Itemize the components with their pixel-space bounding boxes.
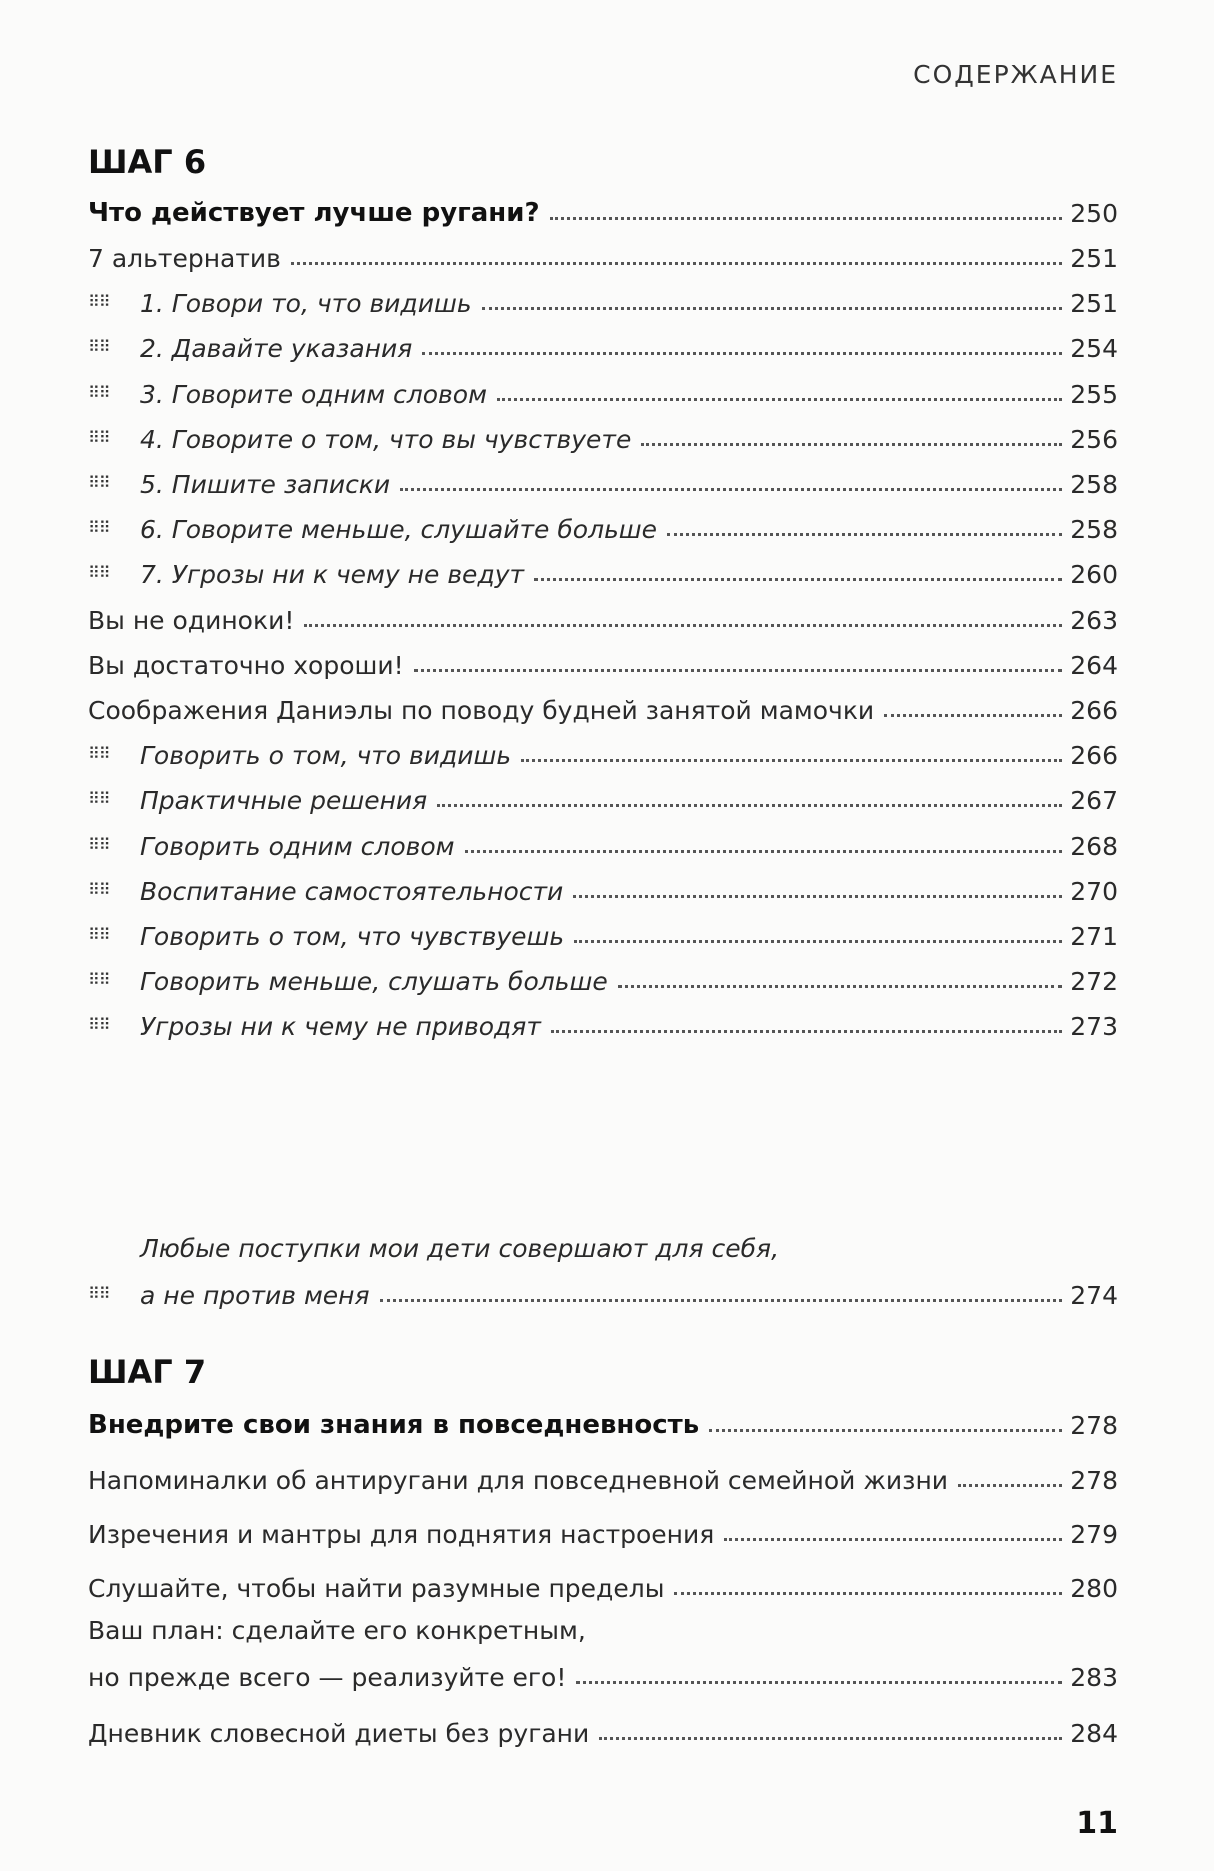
entry-label-line1: Ваш план: сделайте его конкретным, <box>88 1616 586 1645</box>
leader-dots <box>521 759 1062 762</box>
toc-entry[interactable] <box>88 504 1118 544</box>
entry-page: 280 <box>1070 1574 1118 1603</box>
running-header: СОДЕРЖАНИЕ <box>913 60 1118 89</box>
entry-label-line2: но прежде всего — реализуйте его! <box>88 1663 567 1692</box>
toc-entry[interactable] <box>88 1708 1118 1748</box>
entry-label: Соображения Даниэлы по поводу будней занятой мамочки <box>88 696 875 725</box>
entry-label: Внедрите свои знания в повседневность <box>88 1410 700 1440</box>
leader-dots <box>304 624 1062 627</box>
entry-page: 279 <box>1070 1520 1118 1549</box>
entry-page: 250 <box>1070 199 1118 228</box>
entry-page: 271 <box>1070 922 1118 951</box>
entry-page: 264 <box>1070 650 1118 680</box>
leader-dots <box>618 985 1063 988</box>
entry-label: Дневник словесной диеты без ругани <box>88 1719 590 1748</box>
leader-dots <box>380 1299 1063 1302</box>
entry-page: 267 <box>1070 786 1118 816</box>
toc-entry[interactable] <box>88 595 1118 635</box>
entry-page: 254 <box>1070 334 1118 364</box>
bullet-icon: ⠿⠿ <box>88 925 110 944</box>
entry-label: 4. Говорите о том, что вы чувствуете <box>140 424 632 454</box>
bullet-icon: ⠿⠿ <box>88 834 110 854</box>
entry-label: Напоминалки об антиругани для повседневной семейной жизни <box>88 1466 949 1495</box>
entry-page: 283 <box>1070 1663 1118 1692</box>
toc-entry[interactable] <box>88 866 1118 906</box>
toc-entry[interactable] <box>88 323 1118 363</box>
toc-entry[interactable] <box>88 459 1118 499</box>
leader-dots <box>497 398 1062 401</box>
entry-label: Вы не одиноки! <box>88 605 295 635</box>
entry-page: 263 <box>1070 605 1118 635</box>
leader-dots <box>667 533 1062 536</box>
toc-entry[interactable] <box>88 1455 1118 1495</box>
entry-label: Слушайте, чтобы найти разумные пределы <box>88 1574 665 1603</box>
leader-dots <box>465 850 1063 853</box>
leader-dots <box>884 714 1062 717</box>
toc-entry[interactable] <box>88 414 1118 454</box>
toc-entry[interactable] <box>88 956 1118 996</box>
entry-page: 274 <box>1070 1281 1118 1310</box>
entry-label: Говорить одним словом <box>140 831 455 861</box>
entry-page: 266 <box>1070 696 1118 725</box>
step7-title: ШАГ 7 <box>88 1353 207 1391</box>
leader-dots <box>576 1681 1062 1684</box>
bullet-icon: ⠿⠿ <box>88 1284 110 1303</box>
bullet-icon: ⠿⠿ <box>88 1015 110 1035</box>
toc-entry[interactable] <box>88 233 1118 273</box>
entry-page: 258 <box>1070 470 1118 499</box>
entry-page: 273 <box>1070 1012 1118 1042</box>
entry-page: 255 <box>1070 379 1118 409</box>
entry-page: 270 <box>1070 876 1118 906</box>
leader-dots <box>724 1538 1062 1541</box>
entry-label: 7. Угрозы ни к чему не ведут <box>140 560 525 590</box>
leader-dots <box>674 1592 1062 1595</box>
toc-entry[interactable] <box>88 369 1118 409</box>
leader-dots <box>573 895 1062 898</box>
toc-entry[interactable] <box>88 730 1118 770</box>
entry-label: Изречения и мантры для поднятия настроения <box>88 1520 715 1549</box>
entry-label: 2. Давайте указания <box>140 334 413 364</box>
entry-label-line1: Любые поступки мои дети совершают для себя, <box>140 1234 780 1263</box>
entry-label: Вы достаточно хороши! <box>88 650 404 680</box>
entry-label: 6. Говорите меньше, слушайте больше <box>140 515 658 545</box>
bullet-icon: ⠿⠿ <box>88 292 110 312</box>
bullet-icon: ⠿⠿ <box>88 427 110 447</box>
leader-dots <box>958 1484 1062 1487</box>
bullet-icon: ⠿⠿ <box>88 970 110 990</box>
toc-entry[interactable] <box>88 1001 1118 1041</box>
entry-page: 258 <box>1070 515 1118 545</box>
leader-dots <box>291 262 1062 265</box>
entry-page: 272 <box>1070 967 1118 997</box>
toc-entry[interactable] <box>88 278 1118 318</box>
leader-dots <box>574 940 1062 943</box>
entry-page: 284 <box>1070 1719 1118 1748</box>
entry-page: 251 <box>1070 244 1118 273</box>
entry-label: Говорить меньше, слушать больше <box>140 967 608 997</box>
toc-entry[interactable] <box>88 821 1118 861</box>
toc-entry[interactable] <box>88 549 1118 589</box>
entry-label: 3. Говорите одним словом <box>140 379 487 409</box>
toc-entry[interactable] <box>88 1616 1118 1692</box>
entry-page: 260 <box>1070 560 1118 590</box>
bullet-icon: ⠿⠿ <box>88 473 110 492</box>
entry-label: 5. Пишите записки <box>140 470 391 499</box>
step7-heading-entry[interactable] <box>88 1400 1118 1440</box>
entry-label: Угрозы ни к чему не приводят <box>140 1012 541 1042</box>
entry-label: 1. Говори то, что видишь <box>140 289 472 319</box>
toc-entry[interactable] <box>88 1234 1118 1310</box>
entry-page: 256 <box>1070 424 1118 454</box>
leader-dots <box>551 1030 1062 1033</box>
leader-dots <box>422 352 1062 355</box>
entry-label-line2: а не против меня <box>140 1281 370 1310</box>
entry-label: Воспитание самостоятельности <box>140 876 564 906</box>
bullet-icon: ⠿⠿ <box>88 382 110 402</box>
bullet-icon: ⠿⠿ <box>88 337 110 357</box>
step6-title: ШАГ 6 <box>88 143 207 181</box>
leader-dots <box>482 307 1063 310</box>
bullet-icon: ⠿⠿ <box>88 879 110 899</box>
step6-heading-entry[interactable] <box>88 188 1118 228</box>
bullet-icon: ⠿⠿ <box>88 789 110 809</box>
leader-dots <box>400 488 1062 491</box>
toc-entry[interactable] <box>88 1563 1118 1603</box>
leader-dots <box>550 217 1063 220</box>
bullet-icon: ⠿⠿ <box>88 744 110 764</box>
toc-entry[interactable] <box>88 685 1118 725</box>
toc-entry[interactable] <box>88 775 1118 815</box>
entry-page: 278 <box>1070 1466 1118 1495</box>
entry-page: 266 <box>1070 741 1118 771</box>
entry-page: 251 <box>1070 289 1118 319</box>
toc-entry[interactable] <box>88 1509 1118 1549</box>
entry-label: Практичные решения <box>140 786 428 816</box>
leader-dots <box>709 1429 1062 1432</box>
bullet-icon: ⠿⠿ <box>88 518 110 538</box>
entry-label: Что действует лучше ругани? <box>88 198 540 228</box>
entry-label: Говорить о том, что чувствуешь <box>140 922 565 951</box>
bullet-icon: ⠿⠿ <box>88 563 110 583</box>
toc-entry[interactable] <box>88 640 1118 680</box>
leader-dots <box>414 669 1063 672</box>
toc-entry[interactable] <box>88 911 1118 951</box>
leader-dots <box>641 443 1062 446</box>
leader-dots <box>437 804 1062 807</box>
page-number: 11 <box>1076 1806 1118 1841</box>
leader-dots <box>534 578 1062 581</box>
entry-label: 7 альтернатив <box>88 244 281 273</box>
leader-dots <box>599 1737 1062 1740</box>
entry-label: Говорить о том, что видишь <box>140 741 512 771</box>
entry-page: 268 <box>1070 831 1118 861</box>
entry-page: 278 <box>1070 1411 1118 1440</box>
